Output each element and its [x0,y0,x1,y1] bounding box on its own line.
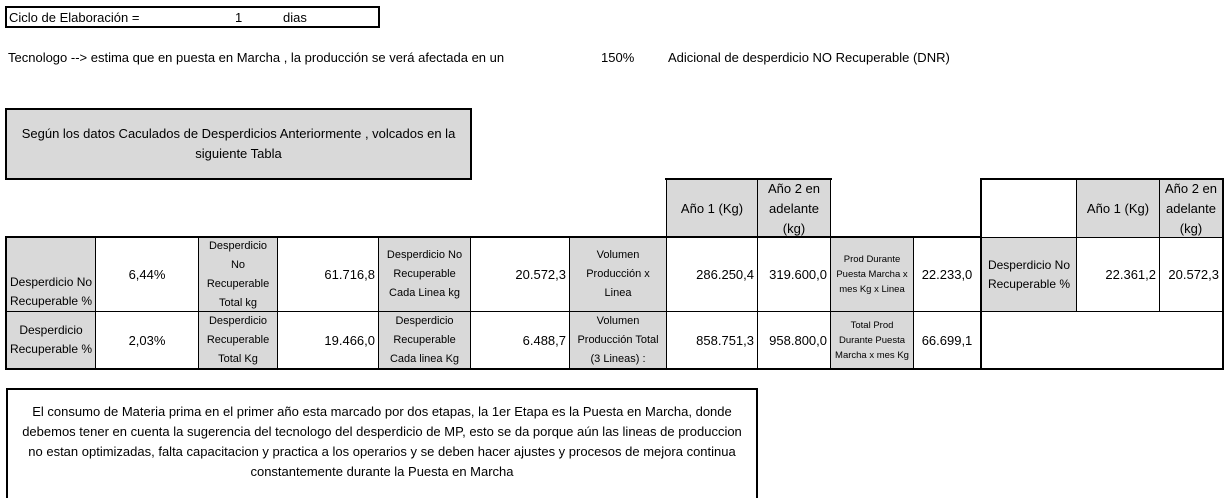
header-year1: Año 1 (Kg) [666,179,758,238]
row1-pct: 6,44% [95,237,199,312]
row2-line-label: Desperdicio Recuperable Cada linea Kg [378,311,471,369]
row1-total-value: 61.716,8 [277,237,379,312]
note-box [6,388,758,498]
right-header-year1: Año 1 (Kg) [1076,179,1160,238]
tecnologo-suffix: Adicional de desperdicio NO Recuperable (DNR) [668,50,950,65]
right-header-year2: Año 2 en adelante (kg) [1159,179,1223,238]
row1-vol-y2: 319.600,0 [757,237,831,312]
row1-total-label: Desperdicio No Recuperable Total kg [198,237,278,312]
ciclo-box [5,6,380,28]
row1-right-y1: 22.361,2 [1076,237,1160,312]
row2-pct: 2,03% [95,311,199,369]
border-left-table [5,236,7,370]
tecnologo-percent: 150% [601,50,635,65]
table-title: Según los datos Caculados de Desperdicios Anteriormente , volcados en la siguiente Tabla [21,126,456,161]
border-bottom-right-table [980,368,1224,370]
row1-right-y2: 20.572,3 [1159,237,1223,312]
row2-prod-value: 66.699,1 [913,311,981,369]
row2-prod-label: Total Prod Durante Puesta Marcha x mes Kg [830,311,914,369]
row1-prod-value: 22.233,0 [913,237,981,312]
row1-prod-label: Prod Durante Puesta Marcha x mes Kg x Linea [830,237,914,312]
tecnologo-text: Tecnologo --> estima que en puesta en Marcha , la producción se verá afectada en un [8,50,505,65]
table-title-box [5,108,472,180]
row2-vol-label: Volumen Producción Total (3 Lineas) : [569,311,667,369]
header-year2: Año 2 en adelante (kg) [757,179,831,238]
row2-vol-y2: 958.800,0 [757,311,831,369]
row2-total-value: 19.466,0 [277,311,379,369]
border-top-middle-header [665,178,832,180]
row1-right-label: Desperdicio No Recuperable % [981,237,1077,312]
row1-line-value: 20.572,3 [470,237,570,312]
row1-vol-y1: 286.250,4 [666,237,758,312]
border-top-right-table [980,178,1224,180]
border-bottom-table [5,368,982,370]
row2-line-value: 6.488,7 [470,311,570,369]
row2-total-label: Desperdicio Recuperable Total Kg [198,311,278,369]
border-right-table [1222,178,1224,370]
border-left-right-table [980,178,982,370]
row2-label: Desperdicio Recuperable % [6,311,96,369]
row2-vol-y1: 858.751,3 [666,311,758,369]
row1-label: Desperdicio No Recuperable % [6,237,96,312]
row1-line-label: Desperdicio No Recuperable Cada Linea kg [378,237,471,312]
border-top-left-table [5,236,982,238]
ciclo-unit: dias [283,10,307,25]
note-text: El consumo de Materia prima en el primer año esta marcado por dos etapas, la 1er Etapa es la Puesta en Marcha, donde debemos tener en cuenta la sugerencia del tecnologo del desperdicio de MP, esto se da porque aún las lineas de produccion no estan optimizadas, falta capacitacion y practica a los operarios y se deben hacer ajustes y procesos de mejora continua constantemente durante la Puesta en Marcha [22,404,742,479]
row2-right-empty [981,311,1223,369]
ciclo-value: 1 [235,10,243,25]
right-header-empty [981,179,1077,238]
ciclo-label: Ciclo de Elaboración = [9,10,140,25]
row1-vol-label: Volumen Producción x Linea [569,237,667,312]
